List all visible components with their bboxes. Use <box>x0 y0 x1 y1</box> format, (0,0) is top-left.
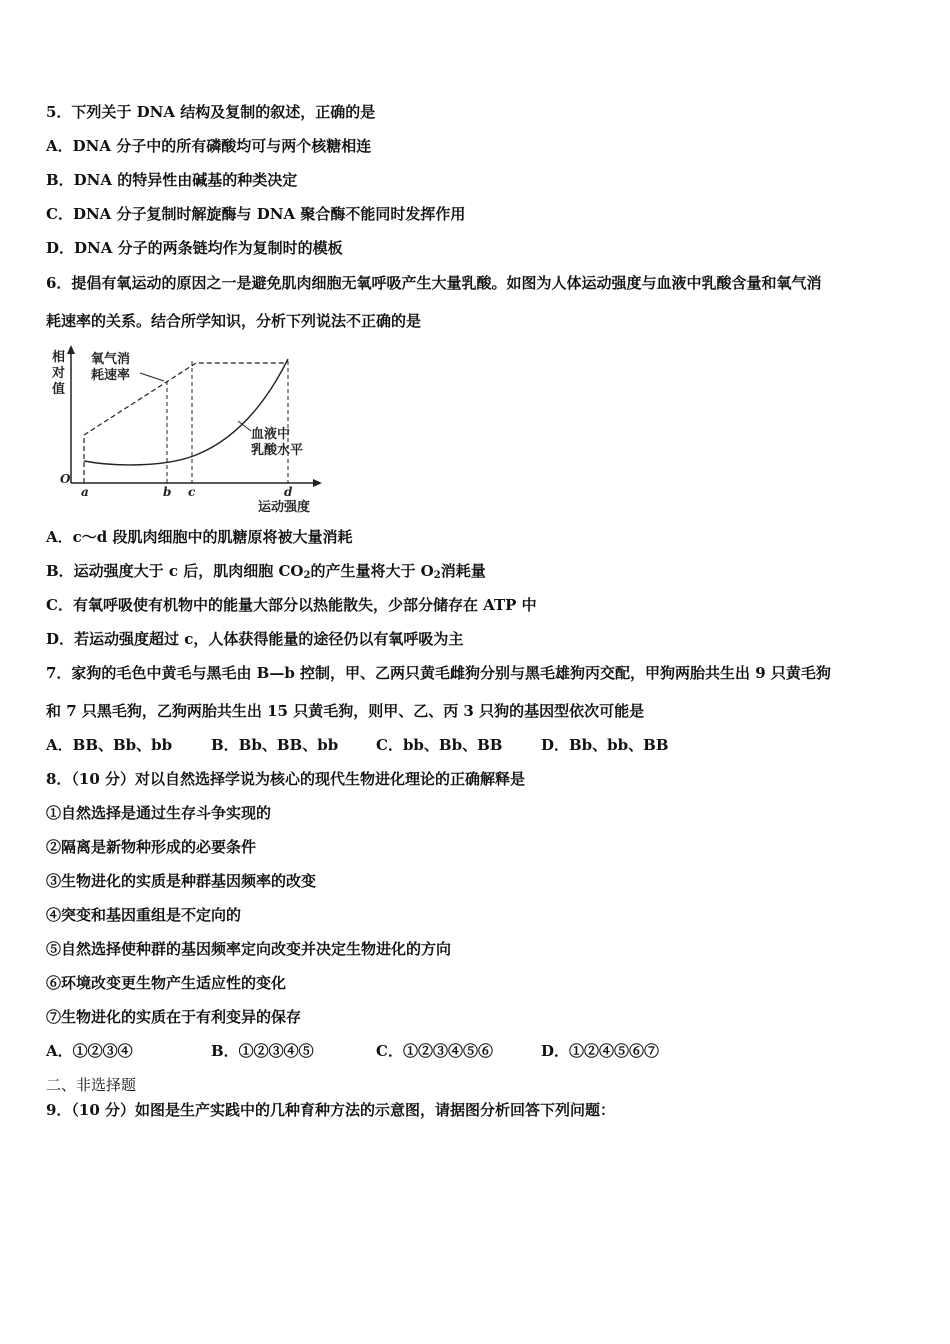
q8-stem: 8．（10 分）对以自然选择学说为核心的现代生物进化理论的正确解释是 <box>46 770 526 788</box>
q6-option-a: A．c～d 段肌肉细胞中的肌糖原将被大量消耗 <box>46 528 353 546</box>
q5-option-c: C．DNA 分子复制时解旋酶与 DNA 聚合酶不能同时发挥作用 <box>46 205 466 223</box>
q6-stem-line2: 耗速率的关系。结合所学知识，分析下列说法不正确的是 <box>46 312 422 330</box>
q5-option-d: D．DNA 分子的两条链均作为复制时的模板 <box>46 239 343 257</box>
q6-option-c: C．有氧呼吸使有机物中的能量大部分以热能散失，少部分储存在 ATP 中 <box>46 596 537 614</box>
graph-y-label-3: 值 <box>52 382 66 397</box>
tick-a: a <box>81 485 89 499</box>
q8-options <box>46 1041 659 1061</box>
q8-item-4: ④突变和基因重组是不定向的 <box>46 906 242 924</box>
q8-option-d: D．①②④⑤⑥⑦ <box>541 1042 660 1060</box>
q7-option-b: B．Bb、BB、bb <box>211 736 339 754</box>
q9-stem: 9．（10 分）如图是生产实践中的几种育种方法的示意图，请据图分析回答下列问题： <box>46 1101 616 1119</box>
q5-option-a: A．DNA 分子中的所有磷酸均可与两个核糖相连 <box>46 137 372 155</box>
q8-option-b: B．①②③④⑤ <box>211 1042 314 1060</box>
q5-stem: 5．下列关于 DNA 结构及复制的叙述，正确的是 <box>46 103 376 121</box>
q7-option-c: C．bb、Bb、BB <box>376 736 503 754</box>
tick-b: b <box>163 485 172 499</box>
q8-option-c: C．①②③④⑤⑥ <box>376 1042 493 1060</box>
q8-item-6: ⑥环境改变更生物产生适应性的变化 <box>46 974 287 992</box>
q7-options <box>46 735 669 755</box>
graph-y-label-1: 相 <box>52 350 66 365</box>
q8-item-7: ⑦生物进化的实质在于有利变异的保存 <box>46 1008 302 1026</box>
tick-c: c <box>188 485 196 499</box>
q7-stem-line1: 7．家狗的毛色中黄毛与黑毛由 B—b 控制，甲、乙两只黄毛雌狗分别与黑毛雄狗丙交配，甲狗两胎共生出 9 只黄毛狗 <box>46 664 831 682</box>
q6-stem-line1: 6．提倡有氧运动的原因之一是避免肌肉细胞无氧呼吸产生大量乳酸。如图为人体运动强度与血液中乳酸含量和氧气消 <box>46 274 822 292</box>
q8-item-5: ⑤自然选择使种群的基因频率定向改变并决定生物进化的方向 <box>46 940 452 958</box>
q8-item-2: ②隔离是新物种形成的必要条件 <box>46 838 257 856</box>
lactate-label-1: 血液中 <box>251 427 291 442</box>
q7-option-a: A．BB、Bb、bb <box>46 736 173 754</box>
graph-y-arrow <box>67 345 75 354</box>
tick-d: d <box>284 485 293 499</box>
q6-option-d: D．若运动强度超过 c，人体获得能量的途径仍以有氧呼吸为主 <box>46 630 464 648</box>
x-axis-label: 运动强度 <box>258 500 311 513</box>
q8-item-1: ①自然选择是通过生存斗争实现的 <box>46 804 272 822</box>
graph-y-label-2: 对 <box>52 366 66 381</box>
graph-x-arrow <box>313 479 322 487</box>
q7-option-d: D．Bb、bb、BB <box>541 736 669 754</box>
q8-option-a: A．①②③④ <box>46 1042 133 1060</box>
section-heading: 二、非选择题 <box>46 1076 137 1094</box>
q7-stem-line2: 和 7 只黑毛狗，乙狗两胎共生出 15 只黄毛狗，则甲、乙、丙 3 只狗的基因型依次可能是 <box>46 702 645 720</box>
oxygen-label-1: 氧气消 <box>91 352 131 367</box>
oxygen-label-2: 耗速率 <box>91 368 131 383</box>
q5-option-b: B．DNA 的特异性由碱基的种类决定 <box>46 171 298 189</box>
origin-label: O <box>60 472 71 486</box>
lactate-label-2: 乳酸水平 <box>251 443 304 458</box>
q6-option-b: B．运动强度大于 c 后，肌肉细胞 $CO_2$的产生量将大于 $O_2$消耗量 <box>46 562 486 581</box>
q8-item-3: ③生物进化的实质是种群基因频率的改变 <box>46 872 317 890</box>
oxygen-pointer <box>140 373 164 381</box>
q6-graph <box>46 343 326 513</box>
